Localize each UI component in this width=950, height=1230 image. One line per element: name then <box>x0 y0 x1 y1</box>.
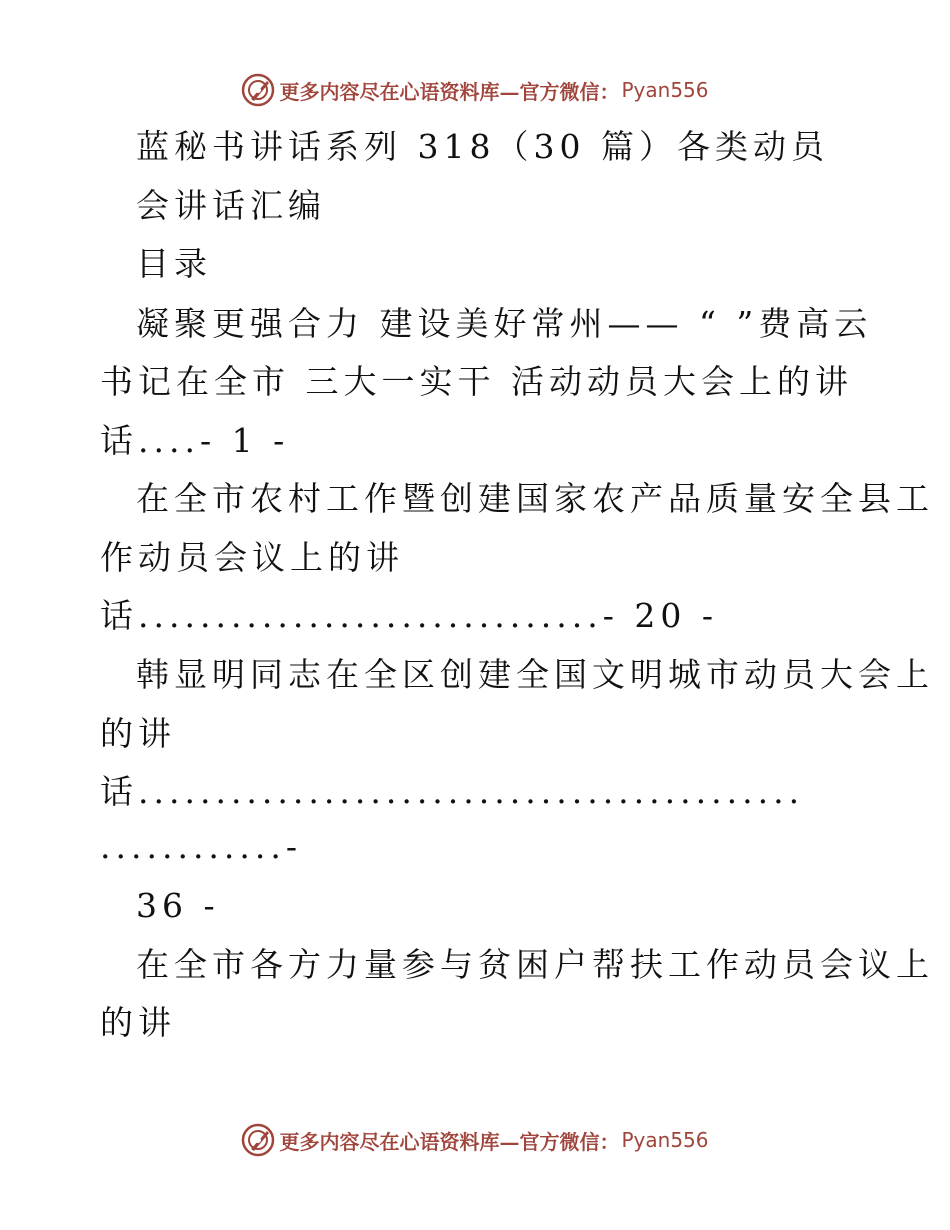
banner-text: 更多内容尽在心语资料库—官方微信： <box>279 79 620 104</box>
doc-title-line-2: 会讲话汇编 <box>136 186 326 225</box>
banner-text: 更多内容尽在心语资料库—官方微信： <box>279 1129 620 1154</box>
toc-heading: 目录 <box>136 244 212 283</box>
toc-entry-1-line-1: 凝聚更强合力 建设美好常州—— “ ”费高云 <box>136 304 873 343</box>
footer-banner <box>0 1120 950 1160</box>
toc-entry-1-line-2: 书记在全市 三大一实干 活动动员大会上的讲 <box>100 362 853 401</box>
toc-entry-2-page: 话..............................- 20 - <box>100 596 718 635</box>
toc-entry-3-leader-1: 话........................................... <box>100 772 805 811</box>
toc-entry-1-page: 话....- 1 - <box>100 421 290 460</box>
toc-entry-4-line-1: 在全市各方力量参与贫困户帮扶工作动员会议上 <box>136 945 934 984</box>
toc-entry-2-line-1: 在全市农村工作暨创建国家农产品质量安全县工 <box>136 479 934 518</box>
toc-entry-4-line-2: 的讲 <box>100 1003 176 1042</box>
toc-entry-3-leader-2: ............- <box>100 827 303 866</box>
toc-entry-3-line-2: 的讲 <box>100 714 176 753</box>
toc-entry-3-line-1: 韩显明同志在全区创建全国文明城市动员大会上 <box>136 655 934 694</box>
header-banner <box>0 70 950 110</box>
banner-wechat-id: Pyan556 <box>621 1128 709 1152</box>
toc-entry-2-line-2: 作动员会议上的讲 <box>100 538 404 577</box>
banner-wechat-id: Pyan556 <box>621 78 709 102</box>
brand-logo-icon <box>241 1123 275 1157</box>
toc-entry-3-page: 36 - <box>136 886 220 925</box>
brand-logo-icon <box>241 73 275 107</box>
doc-title-line-1: 蓝秘书讲话系列 318（30 篇）各类动员 <box>136 127 829 166</box>
